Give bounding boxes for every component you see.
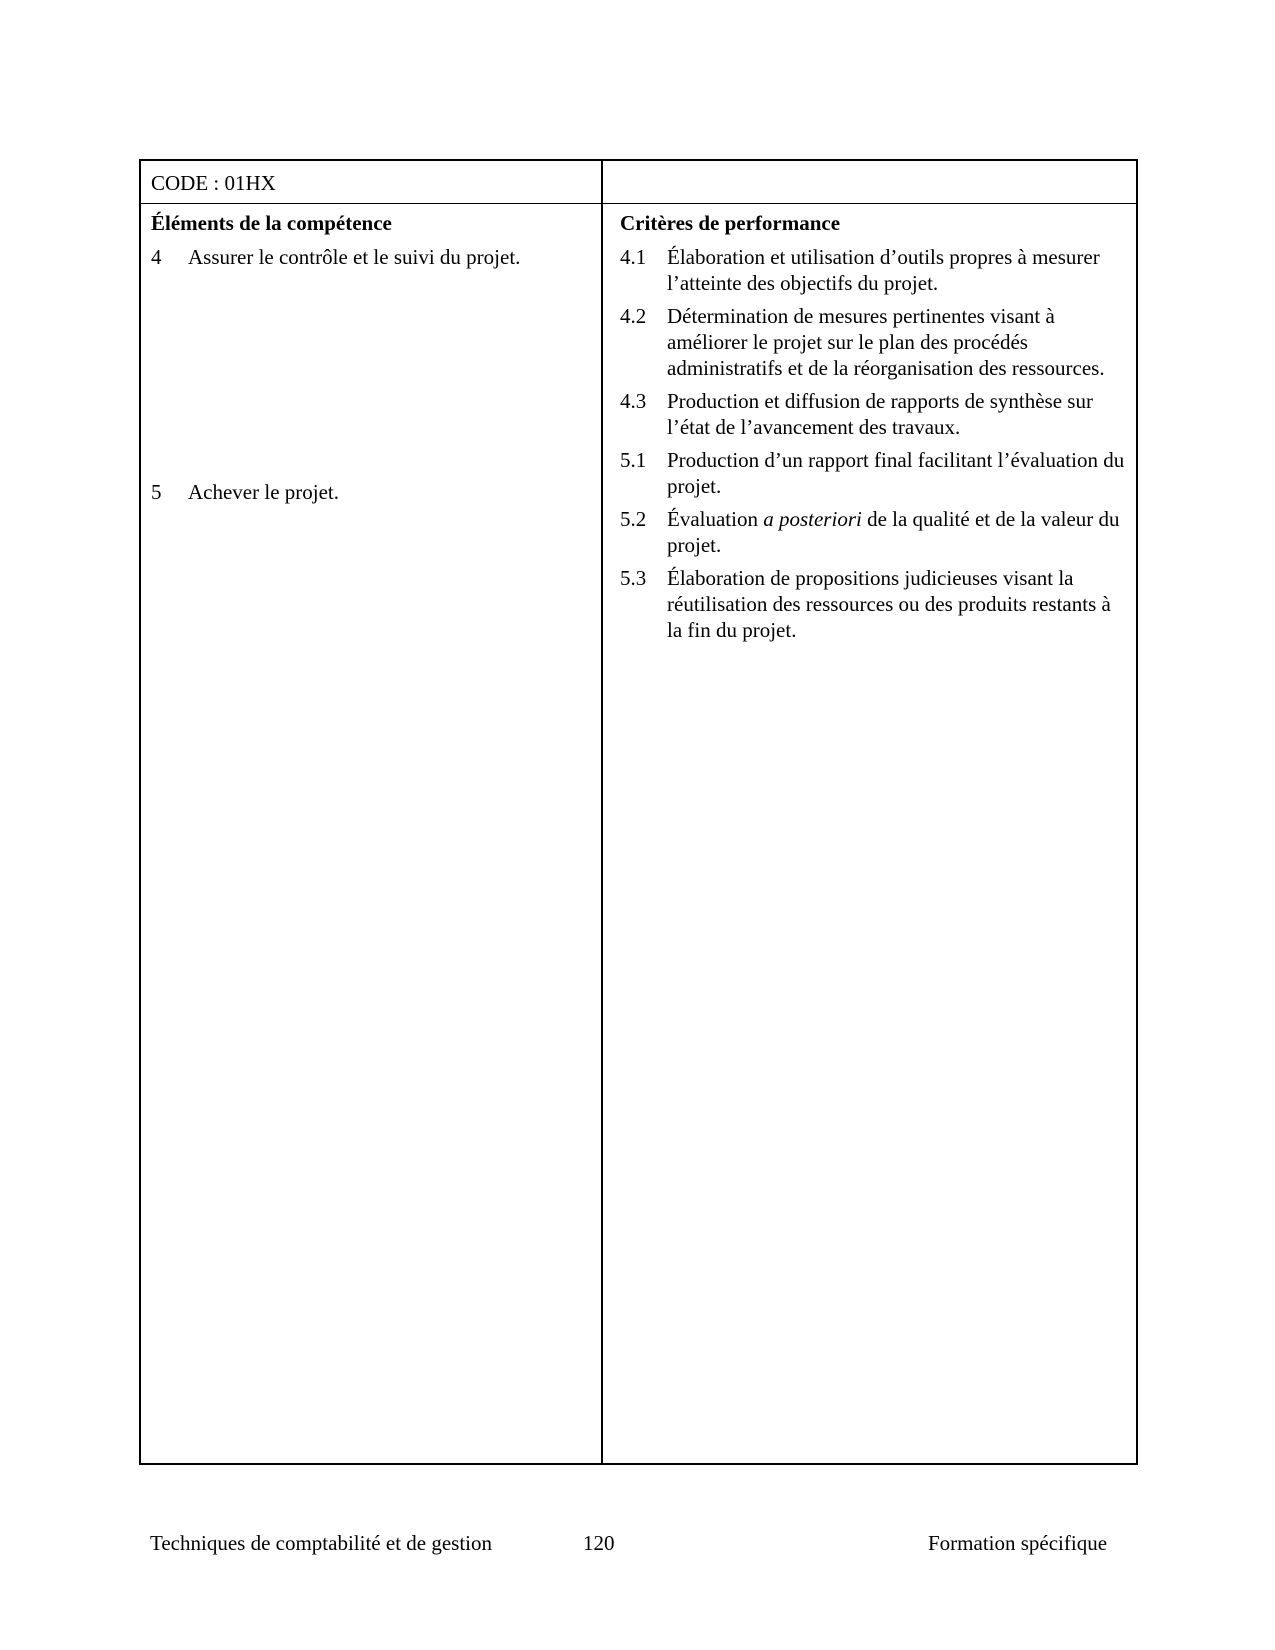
footer-page-number: 120 bbox=[583, 1531, 615, 1555]
page-footer bbox=[0, 1530, 1275, 1560]
elements-column bbox=[151, 210, 591, 504]
criterion-5-3 bbox=[620, 565, 1125, 643]
criterion-number: 4.3 bbox=[620, 389, 647, 413]
criterion-4-2 bbox=[620, 303, 1125, 381]
footer-program-name: Techniques de comptabilité et de gestion bbox=[150, 1531, 493, 1555]
element-number: 4 bbox=[151, 245, 162, 269]
criterion-number: 4.2 bbox=[620, 304, 647, 328]
criterion-4-3 bbox=[620, 388, 1125, 440]
criterion-5-1 bbox=[620, 447, 1125, 499]
criterion-4-1 bbox=[620, 244, 1125, 296]
criterion-text-end: de la qualité et de la valeur du projet. bbox=[667, 507, 1120, 557]
column-divider bbox=[601, 161, 603, 1463]
criterion-text: Production et diffusion de rapports de synthèse sur l’état de l’avancement des travaux. bbox=[667, 389, 1093, 439]
criterion-number: 5.1 bbox=[620, 448, 647, 472]
criterion-text: Élaboration de propositions judicieuses visant la réutilisation des ressources ou des produits restants à la fin du projet. bbox=[667, 566, 1111, 642]
criterion-text bbox=[667, 506, 1125, 558]
header-divider bbox=[141, 203, 1136, 204]
criterion-5-2 bbox=[620, 506, 1125, 558]
criterion-text-start: Évaluation bbox=[667, 507, 764, 531]
criteria-heading: Critères de performance bbox=[620, 211, 841, 235]
footer-section-name: Formation spécifique bbox=[928, 1531, 1108, 1555]
criterion-text-italic: a posteriori bbox=[763, 507, 862, 531]
elements-heading: Éléments de la compétence bbox=[151, 211, 392, 235]
element-item-4 bbox=[151, 244, 591, 270]
criterion-text: Élaboration et utilisation d’outils propres à mesurer l’atteinte des objectifs du projet. bbox=[667, 245, 1100, 295]
code-label: CODE : 01HX bbox=[151, 171, 276, 195]
element-item-5 bbox=[151, 479, 591, 505]
criterion-number: 4.1 bbox=[620, 245, 647, 269]
element-text: Achever le projet. bbox=[188, 480, 340, 504]
criterion-text: Production d’un rapport final facilitant l’évaluation du projet. bbox=[667, 448, 1125, 498]
criteria-list bbox=[620, 244, 1125, 650]
criterion-number: 5.2 bbox=[620, 507, 647, 531]
competency-table bbox=[139, 159, 1138, 1465]
criterion-text: Détermination de mesures pertinentes visant à améliorer le projet sur le plan des procédés administratifs et de la réorganisation des ressources. bbox=[667, 304, 1105, 380]
criteria-column bbox=[620, 210, 1125, 642]
element-text: Assurer le contrôle et le suivi du projet. bbox=[188, 245, 521, 269]
criterion-number: 5.3 bbox=[620, 566, 647, 590]
element-number: 5 bbox=[151, 480, 162, 504]
